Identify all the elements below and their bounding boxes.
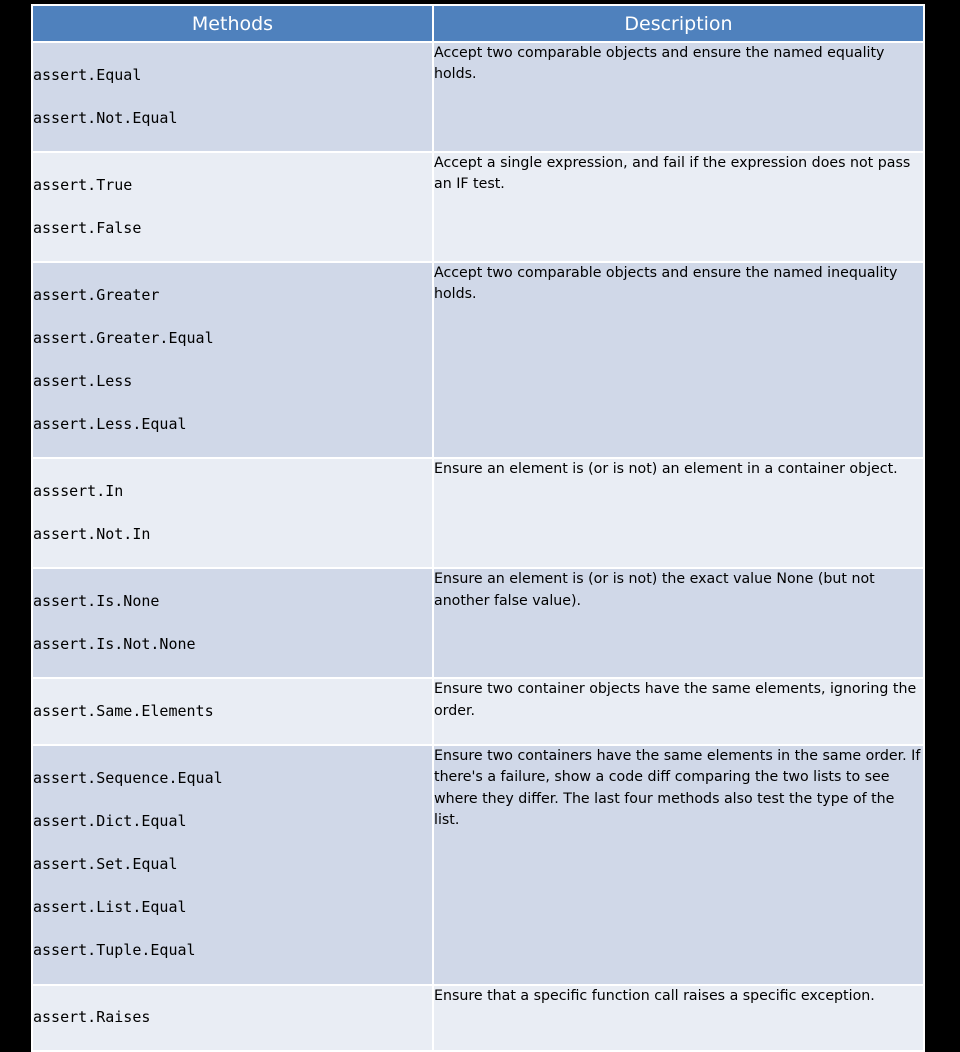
method-name: assert.Not.In bbox=[33, 525, 151, 544]
method-name: assert.Not.Equal bbox=[33, 108, 178, 127]
description-cell: Accept two comparable objects and ensure the named equality holds. bbox=[433, 42, 924, 152]
header-methods: Methods bbox=[32, 5, 433, 42]
methods-cell bbox=[32, 458, 433, 568]
methods-cell bbox=[32, 42, 433, 152]
description-cell: Ensure that a specific function call raises a specific exception. bbox=[433, 985, 924, 1052]
method-name: assert.Raises bbox=[33, 1008, 151, 1027]
table-row bbox=[32, 568, 924, 678]
method-name: assert.Set.Equal bbox=[33, 854, 178, 873]
method-name: assert.Tuple.Equal bbox=[33, 941, 196, 960]
method-name: asssert.In bbox=[33, 481, 124, 500]
methods-table bbox=[31, 4, 925, 1052]
table-row bbox=[32, 458, 924, 568]
method-name: assert.Is.Not.None bbox=[33, 635, 196, 654]
description-cell: Ensure an element is (or is not) the exact value None (but not another false value). bbox=[433, 568, 924, 678]
methods-cell bbox=[32, 745, 433, 985]
method-name: assert.Same.Elements bbox=[33, 701, 214, 720]
methods-cell bbox=[32, 678, 433, 745]
method-name: assert.Greater.Equal bbox=[33, 328, 214, 347]
table-row bbox=[32, 262, 924, 458]
table-row bbox=[32, 745, 924, 985]
method-name: assert.Sequence.Equal bbox=[33, 768, 223, 787]
table-row bbox=[32, 678, 924, 745]
methods-cell bbox=[32, 262, 433, 458]
method-name: assert.Equal bbox=[33, 65, 142, 84]
method-name: assert.Less bbox=[33, 371, 133, 390]
method-name: assert.Dict.Equal bbox=[33, 811, 187, 830]
table-header-row bbox=[32, 5, 924, 42]
table-row bbox=[32, 985, 924, 1052]
method-name: assert.List.Equal bbox=[33, 898, 187, 917]
method-name: assert.False bbox=[33, 218, 142, 237]
description-cell: Accept a single expression, and fail if the expression does not pass an IF test. bbox=[433, 152, 924, 262]
methods-cell bbox=[32, 152, 433, 262]
method-name: assert.Less.Equal bbox=[33, 415, 187, 434]
table-row bbox=[32, 152, 924, 262]
table-row bbox=[32, 42, 924, 152]
methods-cell bbox=[32, 568, 433, 678]
method-name: assert.True bbox=[33, 175, 133, 194]
method-name: assert.Is.None bbox=[33, 591, 160, 610]
description-cell: Ensure an element is (or is not) an element in a container object. bbox=[433, 458, 924, 568]
description-cell: Ensure two containers have the same elements in the same order. If there's a failure, show a code diff comparing the two lists to see where they differ. The last four methods also test the type of the list. bbox=[433, 745, 924, 985]
description-cell: Ensure two container objects have the same elements, ignoring the order. bbox=[433, 678, 924, 745]
description-cell: Accept two comparable objects and ensure the named inequality holds. bbox=[433, 262, 924, 458]
method-name: assert.Greater bbox=[33, 285, 160, 304]
header-description: Description bbox=[433, 5, 924, 42]
methods-cell bbox=[32, 985, 433, 1052]
